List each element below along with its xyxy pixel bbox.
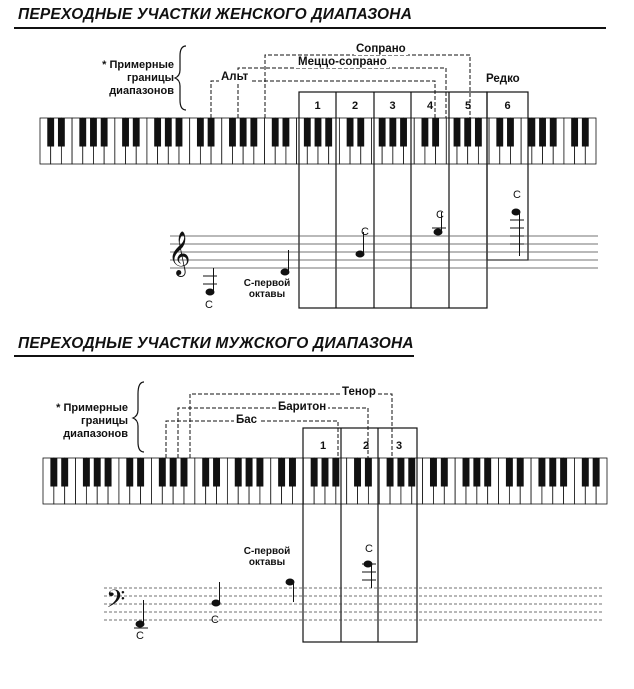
female-section-title: ПЕРЕХОДНЫЕ УЧАСТКИ ЖЕНСКОГО ДИАПАЗОНА bbox=[18, 6, 413, 23]
female-black-key bbox=[315, 118, 322, 147]
female-rare-zone-box bbox=[487, 92, 528, 260]
female-black-key bbox=[325, 118, 332, 147]
label-mezzo-soprano: Меццо-сопрано bbox=[298, 56, 387, 68]
female-black-key bbox=[250, 118, 257, 147]
female-c-label-4: C bbox=[513, 189, 521, 201]
female-note-c-low bbox=[203, 268, 217, 295]
male-black-key bbox=[311, 458, 318, 487]
male-black-key bbox=[278, 458, 285, 487]
baritone-bracket bbox=[178, 408, 368, 458]
female-black-key bbox=[400, 118, 407, 147]
male-black-key bbox=[137, 458, 144, 487]
male-c-label-small: C bbox=[211, 614, 219, 626]
treble-clef-icon: 𝄞 bbox=[168, 231, 191, 275]
female-middle-c-line-2: октавы bbox=[248, 289, 286, 300]
female-note-line-3: диапазонов bbox=[109, 85, 174, 97]
male-middle-c-caption bbox=[232, 546, 302, 568]
female-black-key bbox=[432, 118, 439, 147]
male-black-key bbox=[289, 458, 296, 487]
male-black-key bbox=[235, 458, 242, 487]
male-black-key bbox=[408, 458, 415, 487]
male-black-key bbox=[484, 458, 491, 487]
male-section-title: ПЕРЕХОДНЫЕ УЧАСТКИ МУЖСКОГО ДИАПАЗОНА bbox=[18, 335, 414, 352]
bass-clef-icon: 𝄢 bbox=[106, 585, 126, 620]
male-brace bbox=[133, 382, 144, 452]
male-black-key bbox=[473, 458, 480, 487]
male-black-key bbox=[256, 458, 263, 487]
female-black-key bbox=[197, 118, 204, 147]
label-baritone: Баритон bbox=[278, 401, 327, 413]
male-black-key bbox=[50, 458, 57, 487]
female-black-key bbox=[165, 118, 172, 147]
label-alto: Альт bbox=[221, 71, 249, 83]
female-black-key bbox=[229, 118, 236, 147]
female-keyboard bbox=[40, 118, 596, 164]
female-zone-4: 4 bbox=[426, 100, 434, 112]
female-black-key bbox=[208, 118, 215, 147]
female-zone-1: 1 bbox=[314, 100, 321, 112]
male-black-key bbox=[506, 458, 513, 487]
female-zone-6: 6 bbox=[504, 100, 511, 112]
female-zone-5: 5 bbox=[464, 100, 472, 112]
male-black-key bbox=[322, 458, 329, 487]
female-black-key bbox=[176, 118, 183, 147]
female-black-key bbox=[528, 118, 535, 147]
female-middle-c-line-1: C-первой bbox=[243, 278, 291, 289]
male-black-key bbox=[170, 458, 177, 487]
female-zone-2: 2 bbox=[351, 100, 359, 112]
male-c-label-2: C bbox=[365, 543, 373, 555]
female-black-key bbox=[582, 118, 589, 147]
female-black-key bbox=[507, 118, 514, 147]
female-note-c-first-octave bbox=[281, 250, 289, 275]
female-black-key bbox=[122, 118, 129, 147]
female-staff bbox=[170, 236, 598, 268]
male-black-key bbox=[538, 458, 545, 487]
female-black-key bbox=[475, 118, 482, 147]
female-black-key bbox=[101, 118, 108, 147]
female-note-line-2: границы bbox=[127, 72, 174, 84]
male-black-key bbox=[463, 458, 470, 487]
female-black-key bbox=[283, 118, 290, 147]
male-keyboard bbox=[43, 458, 607, 504]
female-black-key bbox=[550, 118, 557, 147]
female-note-c-fourth-octave bbox=[510, 209, 524, 256]
male-zone-3: 3 bbox=[395, 440, 403, 452]
female-black-key bbox=[90, 118, 97, 147]
female-c-label-low: C bbox=[205, 299, 213, 311]
female-black-key bbox=[272, 118, 279, 147]
label-bass: Бас bbox=[236, 414, 258, 426]
label-rare: Редко bbox=[486, 73, 520, 85]
male-note-line-2: границы bbox=[81, 415, 128, 427]
female-note-line-1: * Примерные bbox=[102, 59, 174, 71]
male-black-key bbox=[246, 458, 253, 487]
female-black-key bbox=[357, 118, 364, 147]
female-black-key bbox=[454, 118, 461, 147]
male-black-key bbox=[105, 458, 112, 487]
female-black-key bbox=[389, 118, 396, 147]
male-note-line-3: диапазонов bbox=[63, 428, 128, 440]
female-middle-c-caption bbox=[232, 278, 302, 300]
male-zone-2: 2 bbox=[362, 440, 370, 452]
male-black-key bbox=[560, 458, 567, 487]
male-middle-c-line-1: C-первой bbox=[243, 546, 291, 557]
female-black-key bbox=[464, 118, 471, 147]
male-black-key bbox=[582, 458, 589, 487]
female-black-key bbox=[539, 118, 546, 147]
male-black-key bbox=[202, 458, 209, 487]
female-black-key bbox=[240, 118, 247, 147]
male-black-key bbox=[365, 458, 372, 487]
label-soprano: Сопрано bbox=[356, 43, 406, 55]
female-black-key bbox=[379, 118, 386, 147]
male-black-key bbox=[94, 458, 101, 487]
male-black-key bbox=[126, 458, 133, 487]
male-black-key bbox=[61, 458, 68, 487]
male-middle-c-line-2: октавы bbox=[248, 557, 286, 568]
label-tenor: Тенор bbox=[342, 386, 376, 398]
male-note-line-1: * Примерные bbox=[56, 402, 128, 414]
female-black-key bbox=[422, 118, 429, 147]
male-black-key bbox=[397, 458, 404, 487]
male-black-key bbox=[387, 458, 394, 487]
male-note-c-second-octave bbox=[362, 561, 376, 588]
female-black-key bbox=[133, 118, 140, 147]
female-black-key bbox=[571, 118, 578, 147]
female-black-key bbox=[496, 118, 503, 147]
male-black-key bbox=[517, 458, 524, 487]
female-c-label-2: C bbox=[361, 226, 369, 238]
male-notes bbox=[134, 561, 376, 628]
female-black-key bbox=[347, 118, 354, 147]
male-staff bbox=[104, 588, 604, 620]
male-black-key bbox=[441, 458, 448, 487]
male-black-key bbox=[430, 458, 437, 487]
male-note-c-first-octave bbox=[286, 579, 294, 602]
female-zone-3: 3 bbox=[389, 100, 396, 112]
male-black-key bbox=[332, 458, 339, 487]
male-c-label-great: C bbox=[136, 630, 144, 642]
male-black-key bbox=[159, 458, 166, 487]
female-black-key bbox=[304, 118, 311, 147]
female-black-key bbox=[47, 118, 54, 147]
male-black-key bbox=[549, 458, 556, 487]
female-black-key bbox=[58, 118, 65, 147]
male-zone-1: 1 bbox=[319, 440, 327, 452]
female-brace bbox=[175, 46, 186, 110]
male-black-key bbox=[181, 458, 188, 487]
male-black-key bbox=[354, 458, 361, 487]
male-black-key bbox=[83, 458, 90, 487]
female-black-key bbox=[79, 118, 86, 147]
female-c-label-3: C bbox=[436, 209, 444, 221]
male-black-key bbox=[593, 458, 600, 487]
female-black-key bbox=[154, 118, 161, 147]
male-black-key bbox=[213, 458, 220, 487]
male-note-c-small bbox=[212, 582, 220, 606]
